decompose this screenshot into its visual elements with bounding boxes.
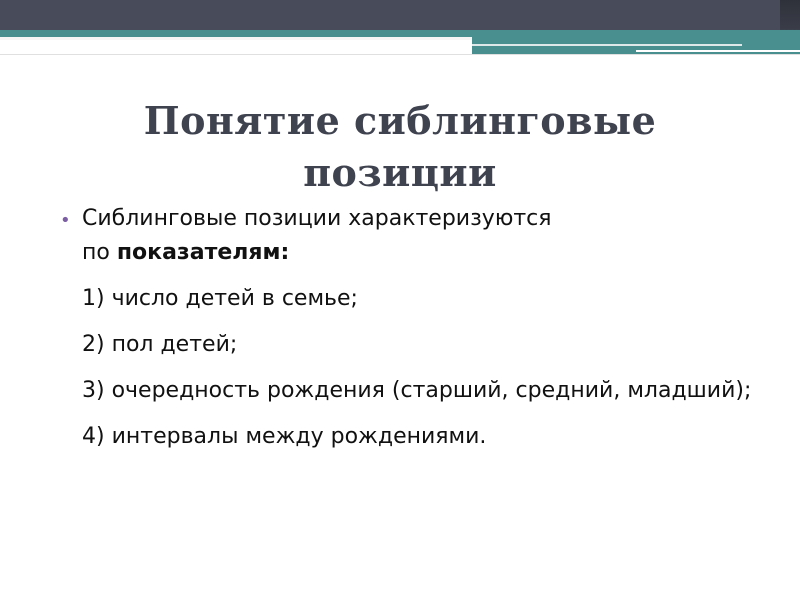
slide-title-line-2: позиции [303, 150, 497, 195]
slide-top-band [0, 0, 800, 30]
bullet-item [60, 202, 760, 270]
intro-bold-text: показателям: [116, 240, 290, 265]
list-item-1: 1) число детей в семье; [82, 286, 358, 311]
list-item-2: 2) пол детей; [82, 332, 238, 357]
slide-title [60, 95, 740, 199]
list-item-3: 3) очередность рождения (старший, средний, младший); [82, 378, 752, 403]
slide-divider-right [636, 50, 800, 52]
slide-divider [0, 54, 800, 55]
intro-by-text: по [82, 240, 117, 265]
slide-content [60, 202, 760, 454]
intro-line-2 [82, 236, 760, 270]
bullet-icon: • [60, 210, 71, 231]
slide-accent-line-right [472, 44, 742, 46]
intro-line-1: Сиблинговые позиции характеризуются [82, 206, 552, 231]
slide-title-line-1: Понятие сиблинговые [143, 98, 657, 143]
slide-corner-decoration [780, 0, 800, 54]
slide-accent-line [0, 37, 472, 40]
list-item-4: 4) интервалы между рождениями. [82, 424, 487, 449]
